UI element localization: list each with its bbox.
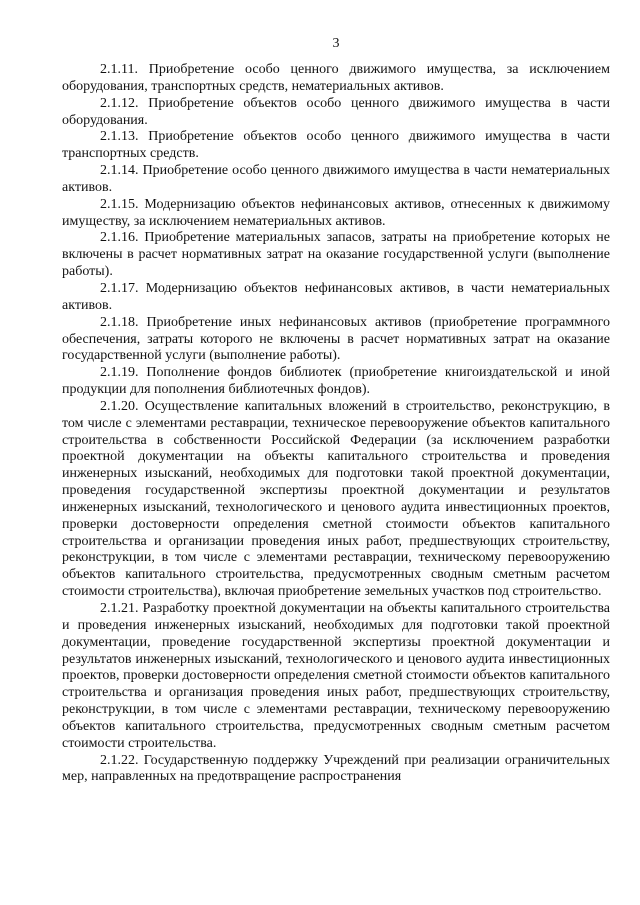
document-page xyxy=(62,36,610,786)
paragraph-2-1-20: 2.1.20. Осуществление капитальных вложений в строительство, реконструкцию, в том числе с элементами реставрации, техническое перевооружение объектов капитального строительства в собственности Российской Федерации (за исключением разработки проектной документации на объекты капитального строительства и проведения инженерных изысканий, необходимых для подготовки такой проектной документации, проведения государственной экспертизы проектной документации и результатов инженерных изысканий, технологического и ценового аудита инвестиционных проектов, проверки достоверности определения сметной стоимости объектов капитального строительства и организации проведения иных работ, предшествующих строительству, реконструкции, в том числе с элементами реставрации, техническому перевооружению объектов капитального строительства, предусмотренных сводным сметным расчетом стоимости строительства), включая приобретение земельных участков под строительство. xyxy=(62,398,610,600)
paragraph-2-1-18: 2.1.18. Приобретение иных нефинансовых активов (приобретение программного обеспечения, затраты которого не включены в расчет нормативных затрат на оказание государственной услуги (выполнение работы). xyxy=(62,314,610,364)
paragraph-2-1-22: 2.1.22. Государственную поддержку Учреждений при реализации ограничительных мер, направленных на предотвращение распространения xyxy=(62,752,610,785)
paragraph-2-1-12: 2.1.12. Приобретение объектов особо ценного движимого имущества в части оборудования. xyxy=(62,95,610,128)
page-number: 3 xyxy=(332,36,340,51)
paragraph-2-1-16: 2.1.16. Приобретение материальных запасов, затраты на приобретение которых не включены в расчет нормативных затрат на оказание государственной услуги (выполнение работы). xyxy=(62,230,610,280)
paragraph-2-1-19: 2.1.19. Пополнение фондов библиотек (приобретение книгоиздательской и иной продукции для пополнения библиотечных фондов). xyxy=(62,365,610,398)
paragraph-2-1-21: 2.1.21. Разработку проектной документации на объекты капитального строительства и проведения инженерных изысканий, необходимых для подготовки такой проектной документации, проведение государственной экспертизы проектной документации и результатов инженерных изысканий, технологического и ценового аудита инвестиционных проектов, проверки достоверности определения сметной стоимости объектов капитального строительства и организация проведения иных работ, предшествующих строительству, реконструкции, в том числе с элементами реставрации, техническому перевооружению объектов капитального строительства, предусмотренных сводным сметным расчетом стоимости строительства. xyxy=(62,601,610,751)
paragraph-2-1-11: 2.1.11. Приобретение особо ценного движимого имущества, за исключением оборудования, транспортных средств, нематериальных активов. xyxy=(62,62,610,94)
paragraph-2-1-17: 2.1.17. Модернизацию объектов нефинансовых активов, в части нематериальных активов. xyxy=(62,280,610,313)
paragraph-2-1-14: 2.1.14. Приобретение особо ценного движимого имущества в части нематериальных активов. xyxy=(62,163,610,195)
paragraph-2-1-13: 2.1.13. Приобретение объектов особо ценного движимого имущества в части транспортных средств. xyxy=(62,129,610,162)
paragraph-2-1-15: 2.1.15. Модернизацию объектов нефинансовых активов, отнесенных к движимому имуществу, за исключением нематериальных активов. xyxy=(62,196,610,229)
